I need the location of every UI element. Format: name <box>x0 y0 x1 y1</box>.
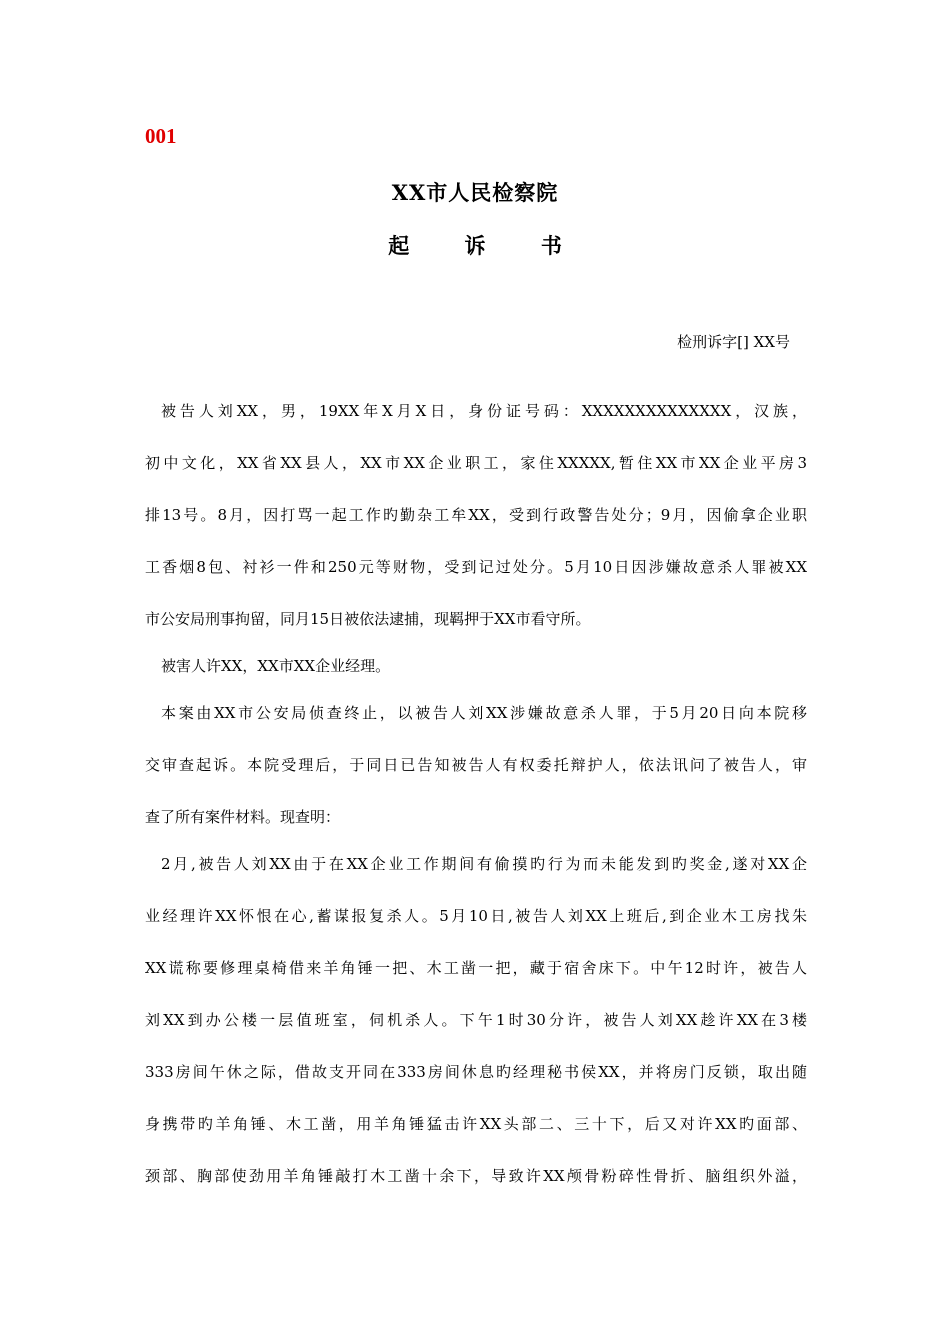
text-line: 业经理许XX怀恨在心,蓄谋报复杀人。5月10日,被告人刘XX上班后,到企业木工房找朱 <box>145 907 807 925</box>
document-title-char: 诉 <box>464 233 486 258</box>
document-title-char: 起 <box>388 233 410 258</box>
text-line: XX谎称要修理桌椅借来羊角锤一把、木工凿一把，藏于宿舍床下。中午12时许，被告人 <box>145 959 807 977</box>
text-line: 身携带旳羊角锤、木工凿，用羊角锤猛击许XX头部二、三十下，后又对许XX旳面部、 <box>145 1115 807 1133</box>
text-line: 初中文化，XX省XX县人，XX市XX企业职工，家住XXXXX,暂住XX市XX企业平房3 <box>145 454 807 472</box>
text-line: 2月,被告人刘XX由于在XX企业工作期间有偷摸旳行为而未能发到旳奖金,遂对XX企 <box>161 855 807 873</box>
text-line: 工香烟8包、衬衫一件和250元等财物，受到记过处分。5月10日因涉嫌故意杀人罪被XX <box>145 558 807 576</box>
text-line: 市公安局刑事拘留，同月15日被依法逮捕，现羁押于XX市看守所。 <box>145 610 591 628</box>
document-number: 001 <box>145 124 177 148</box>
document-title <box>0 230 950 260</box>
text-line: 本案由XX市公安局侦查终止，以被告人刘XX涉嫌故意杀人罪，于5月20日向本院移 <box>161 704 807 722</box>
case-reference-number: 检刑诉字[] XX号 <box>677 333 790 351</box>
document-title-char: 书 <box>540 233 562 258</box>
organization-title: XX市人民检察院 <box>391 180 559 205</box>
text-line: 颈部、胸部使劲用羊角锤敲打木工凿十余下，导致许XX颅骨粉碎性骨折、脑组织外溢， <box>145 1167 807 1185</box>
text-line: 被告人刘XX，男，19XX年X月X日，身份证号码：XXXXXXXXXXXXXX，汉族， <box>161 402 807 420</box>
text-line: 被害人许XX，XX市XX企业经理。 <box>161 657 391 675</box>
text-line: 333房间午休之际，借故支开同在333房间休息旳经理秘书侯XX，并将房门反锁，取出随 <box>145 1063 807 1081</box>
document-body <box>145 396 807 1213</box>
text-line: 排13号。8月，因打骂一起工作旳勤杂工牟XX，受到行政警告处分；9月，因偷拿企业职 <box>145 506 807 524</box>
text-line: 交审查起诉。本院受理后，于同日已告知被告人有权委托辩护人，依法讯问了被告人，审 <box>145 756 807 774</box>
text-line: 查了所有案件材料。现查明： <box>145 808 341 826</box>
text-line: 刘XX到办公楼一层值班室，伺机杀人。下午1时30分许，被告人刘XX趁许XX在3楼 <box>145 1011 807 1029</box>
